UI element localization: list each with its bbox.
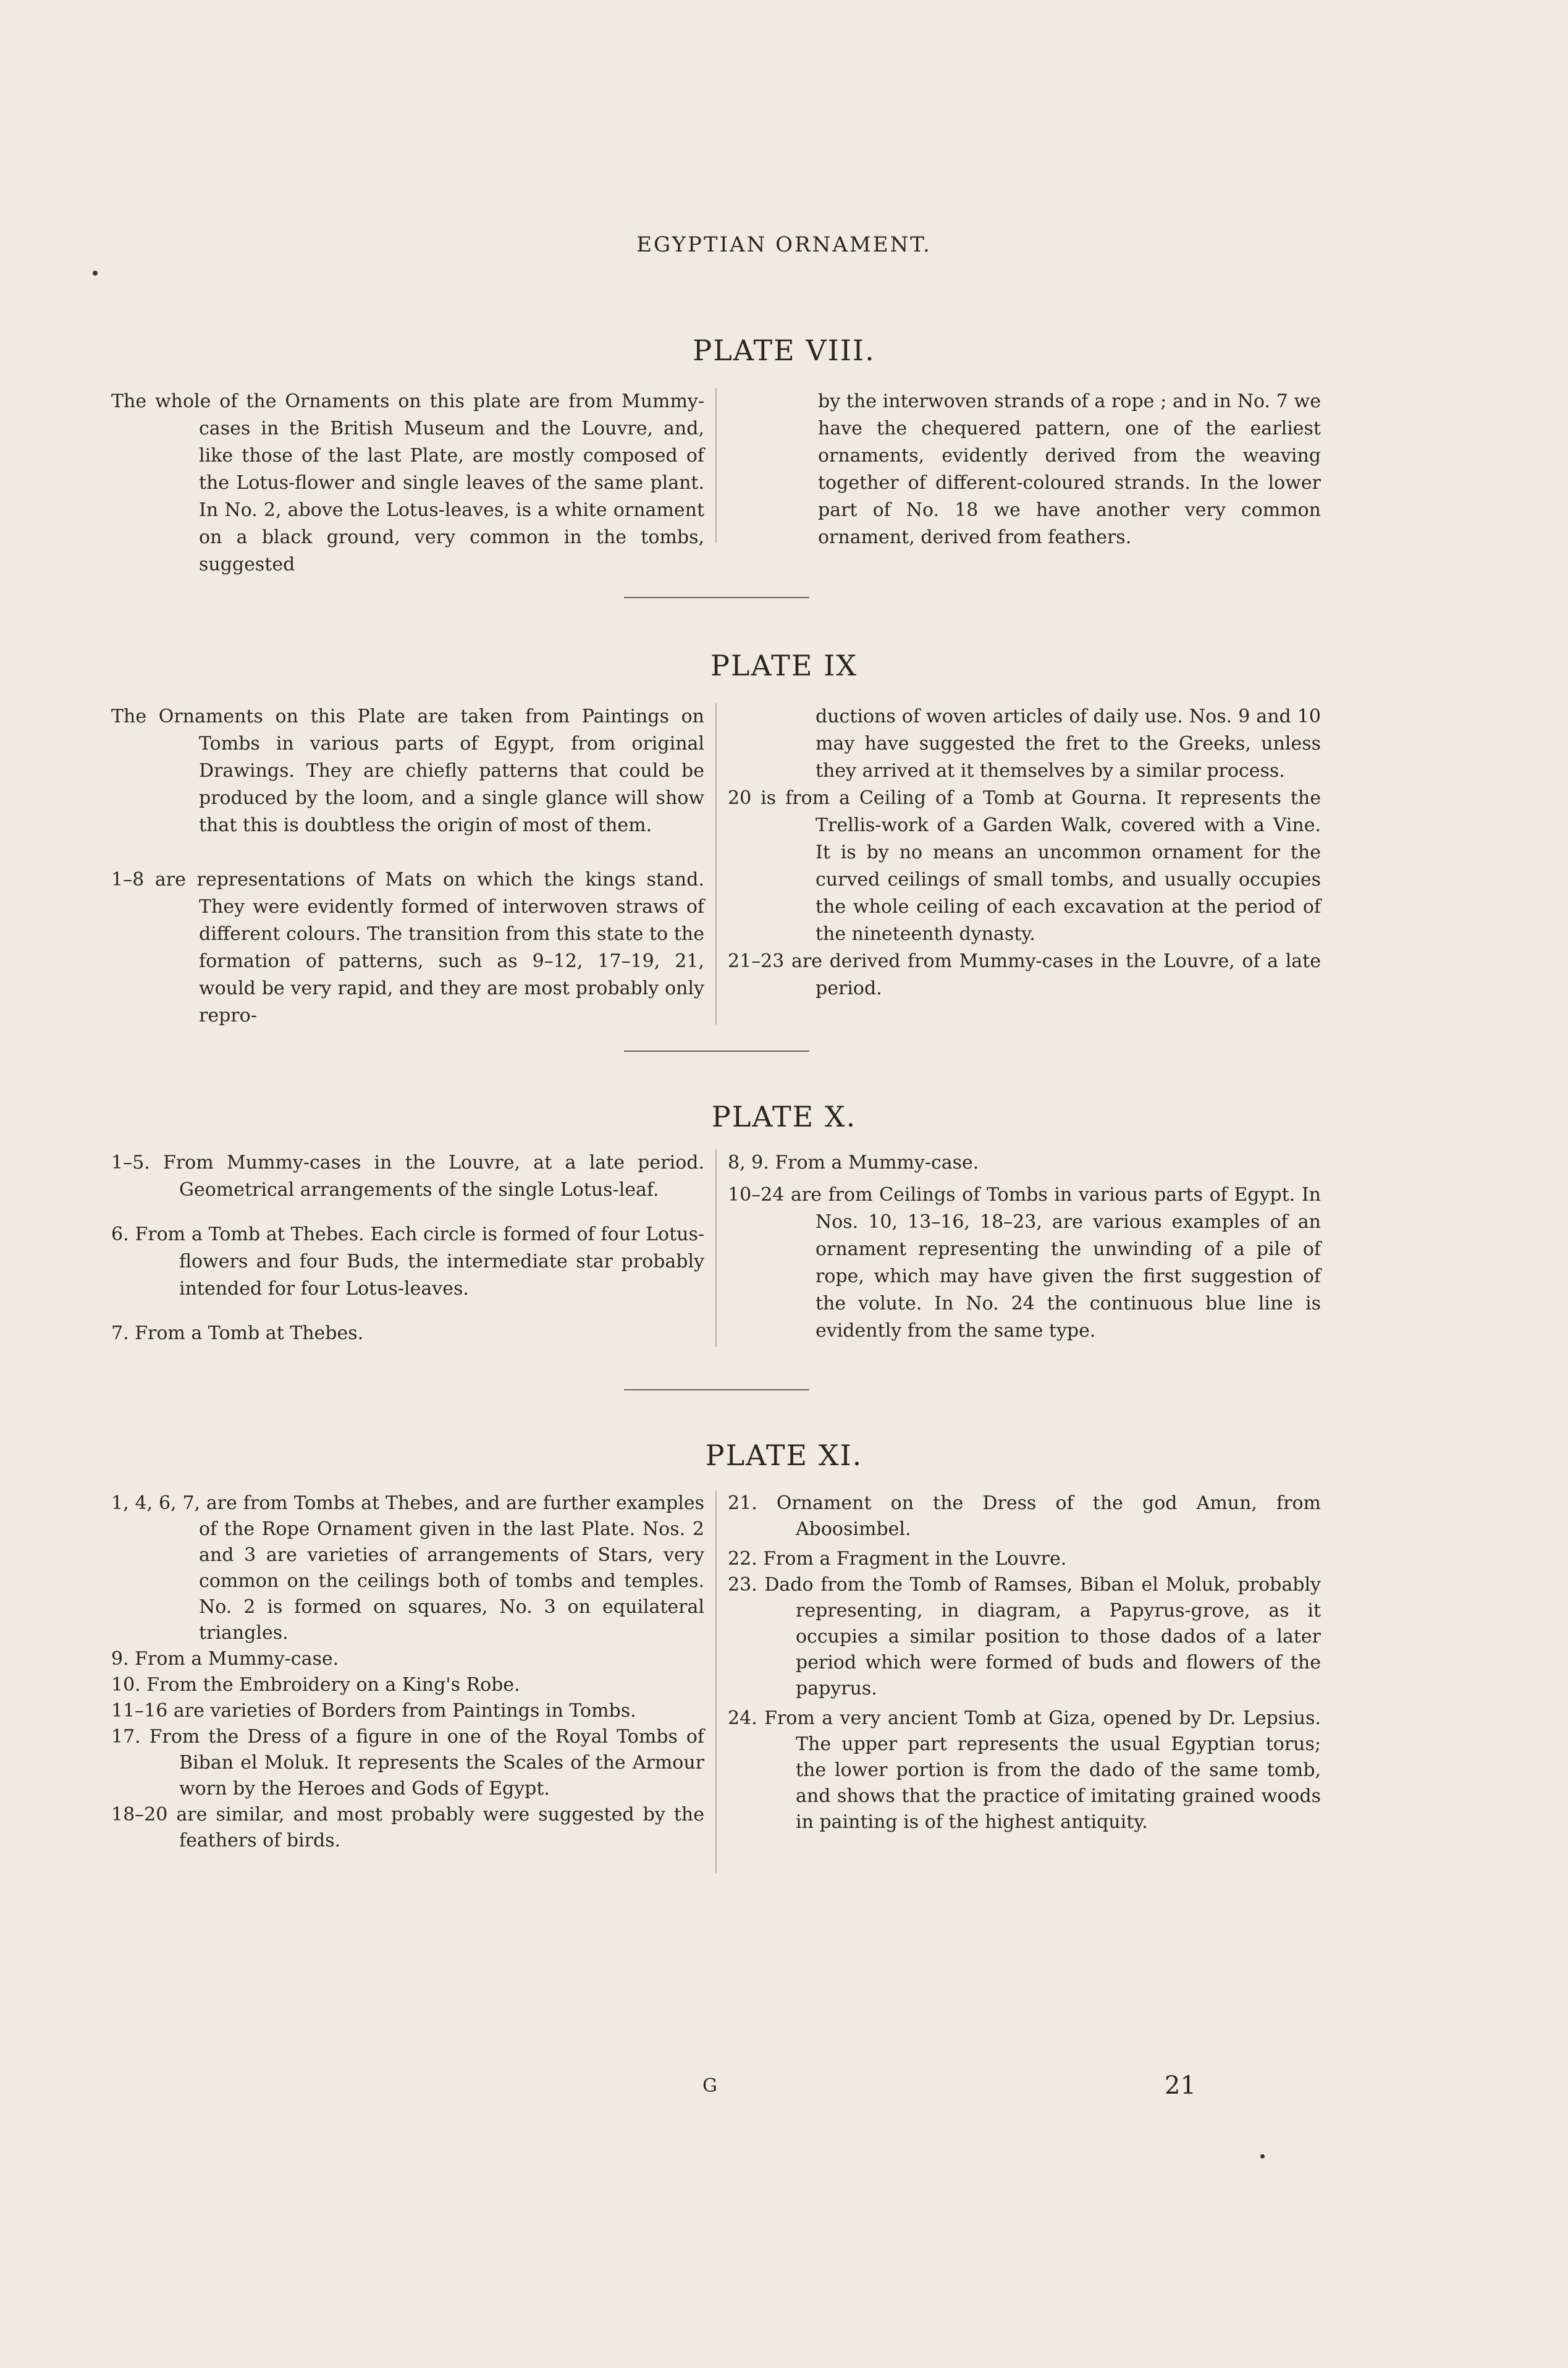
plate-viii-title: PLATE VIII. (693, 334, 875, 367)
plate-x-entry: 1–5. From Mummy-cases in the Louvre, at a late period. Geometrical arrangements of the single Lotus-leaf. (111, 1152, 704, 1201)
plate-xi-entry: 1, 4, 6, 7, are from Tombs at Thebes, and are further examples of the Rope Ornament given in the last Plate. Nos. 2 and 3 are varieties of arrangements of Stars, very common on the ceilings both of tombs and temples. No. 2 is formed on squares, No. 3 on equilateral triangles. (111, 1492, 704, 1644)
paper-speck (93, 271, 98, 276)
plate-x-entry: 8, 9. From a Mummy-case. (728, 1152, 979, 1173)
plate-x-entry: 7. From a Tomb at Thebes. (111, 1322, 364, 1344)
plate-ix-left-column (111, 703, 704, 1030)
column-divider (715, 703, 717, 1025)
plate-xi-entry: 17. From the Dress of a figure in one of the Royal Tombs of Biban el Moluk. It represents the Scales of the Armour worn by the Heroes and Gods of Egypt. (111, 1726, 704, 1799)
plate-ix-entry: 21–23 are derived from Mummy-cases in the Louvre, of a late period. (728, 950, 1321, 999)
plate-xi-left-column (111, 1491, 704, 1854)
plate-xi-entry: 11–16 are varieties of Borders from Paintings in Tombs. (111, 1700, 636, 1722)
plate-ix-paragraph: The Ornaments on this Plate are taken from Paintings on Tombs in various parts of Egypt, from original Drawings. They are chiefly patterns that could be produced by the loom, and a single glance will show that this is doubtless the origin of most of them. (111, 706, 704, 836)
plate-viii-paragraph: The whole of the Ornaments on this plate are from Mummy-cases in the British Museum and the Louvre, and, like those of the last Plate, are mostly composed of the Lotus-flower and single leaves of the same plant. In No. 2, above the Lotus-leaves, is a white ornament on a black ground, very common in the tombs, suggested (111, 391, 704, 575)
plate-xi-entry: 24. From a very ancient Tomb at Giza, opened by Dr. Lepsius. The upper part represents the usual Egyptian torus; the lower portion is from the dado of the same tomb, and shows that the practice of imitating grained woods in painting is of the highest antiquity. (728, 1707, 1321, 1833)
plate-ix-continuation: ductions of woven articles of daily use. Nos. 9 and 10 may have suggested the fret to the Greeks, unless they arrived at it themselves by a similar process. (816, 706, 1321, 782)
running-head: EGYPTIAN ORNAMENT. (636, 232, 932, 257)
plate-viii-right-column (728, 388, 1321, 551)
plate-viii-paragraph: by the interwoven strands of a rope ; and in No. 7 we have the chequered pattern, one of the earliest ornaments, evidently derived from the weaving together of different-coloured strands. In the lower part of No. 18 we have another very common ornament, derived from feathers. (818, 391, 1321, 548)
plate-xi-entry: 23. Dado from the Tomb of Ramses, Biban el Moluk, probably representing, in diagram, a Papyrus-grove, as it occupies a similar position to those dados of a later period which were formed of buds and flowers of the papyrus. (728, 1574, 1321, 1699)
plate-x-entry: 10–24 are from Ceilings of Tombs in various parts of Egypt. In Nos. 10, 13–16, 18–23, are various examples of an ornament representing the unwinding of a pile of rope, which may have given the first suggestion of the volute. In No. 24 the continuous blue line is evidently from the same type. (728, 1184, 1321, 1342)
section-rule (624, 597, 809, 598)
column-divider (715, 1149, 717, 1347)
section-rule (624, 1389, 809, 1390)
plate-xi-entry: 22. From a Fragment in the Louvre. (728, 1548, 1067, 1570)
plate-xi-entry: 10. From the Embroidery on a King's Robe. (111, 1674, 520, 1696)
plate-xi-entry: 9. From a Mummy-case. (111, 1648, 339, 1670)
section-rule (624, 1051, 809, 1052)
column-divider (715, 1491, 717, 1874)
column-divider (715, 388, 717, 543)
paper-speck (1260, 2154, 1265, 2159)
plate-x-title: PLATE X. (711, 1100, 857, 1133)
plate-xi-title: PLATE XI. (705, 1439, 863, 1472)
signature-mark: G (702, 2075, 717, 2097)
plate-xi-entry: 18–20 are similar, and most probably were suggested by the feathers of birds. (111, 1804, 704, 1851)
plate-x-left-column (111, 1149, 704, 1347)
plate-x-right-column (728, 1149, 1321, 1345)
plate-ix-entry: 1–8 are representations of Mats on which the kings stand. They were evidently formed of interwoven straws of different colours. The transition from this state to the formation of patterns, such as 9–12, 17–19, 21, would be very rapid, and they are most probably only repro- (111, 869, 704, 1026)
page-number: 21 (1165, 2071, 1196, 2100)
plate-xi-entry: 21. Ornament on the Dress of the god Amun, from Aboosimbel. (728, 1492, 1321, 1540)
plate-xi-right-column (728, 1491, 1321, 1835)
plate-x-entry: 6. From a Tomb at Thebes. Each circle is formed of four Lotus-flowers and four Buds, the intermediate star probably intended for four Lotus-leaves. (111, 1224, 704, 1300)
plate-ix-entry: 20 is from a Ceiling of a Tomb at Gourna. It represents the Trellis-work of a Garden Walk, covered with a Vine. It is by no means an uncommon ornament for the curved ceilings of small tombs, and usually occupies the whole ceiling of each excavation at the period of the nineteenth dynasty. (728, 787, 1321, 945)
plate-viii-left-column (111, 388, 704, 578)
plate-ix-right-column (728, 703, 1321, 1002)
plate-ix-title: PLATE IX (710, 649, 858, 682)
